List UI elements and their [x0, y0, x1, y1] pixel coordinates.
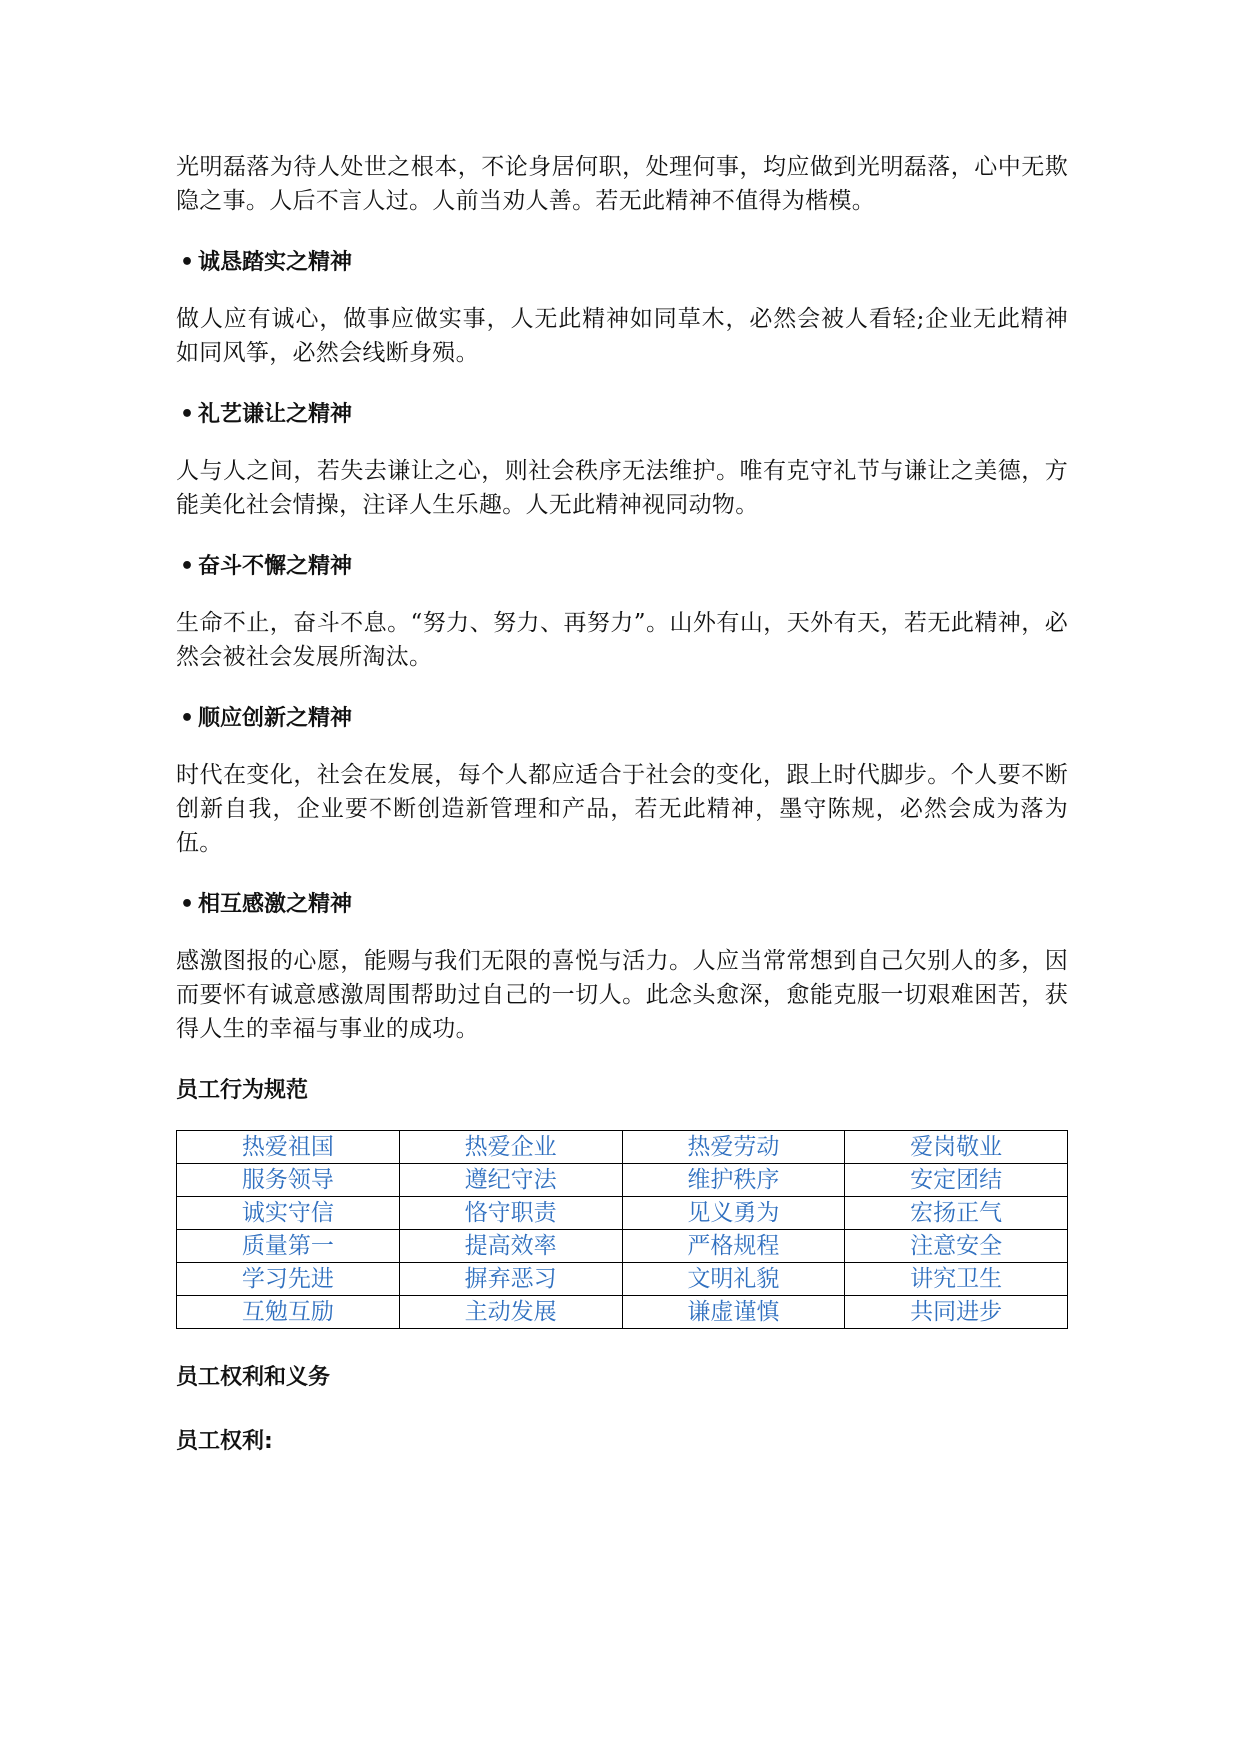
section-paragraph: 时代在变化，社会在发展，每个人都应适合于社会的变化，跟上时代脚步。个人要不断创新自我，企业要不断创造新管理和产品，若无此精神，墨守陈规，必然会成为落为伍。: [176, 762, 1068, 856]
table-cell: 谦虚谨慎: [622, 1296, 845, 1329]
document-content: [176, 150, 1068, 1457]
behavior-table: [176, 1130, 1068, 1329]
section-title: 奋斗不懈之精神: [198, 554, 353, 579]
table-cell: 注意安全: [845, 1230, 1068, 1263]
table-row: [177, 1131, 1068, 1164]
bullet-icon: •: [179, 250, 195, 275]
section-paragraph: 感激图报的心愿，能赐与我们无限的喜悦与活力。人应当常常想到自己欠别人的多，因而要怀有诚意感激周围帮助过自己的一切人。此念头愈深，愈能克服一切艰难困苦，获得人生的幸福与事业的成功。: [176, 948, 1068, 1042]
table-row: [177, 1296, 1068, 1329]
behavior-heading: 员工行为规范: [176, 1078, 309, 1103]
table-cell: 诚实守信: [177, 1197, 400, 1230]
section-heading-innovation: [176, 704, 1068, 734]
table-cell: 见义勇为: [622, 1197, 845, 1230]
section-paragraph: 人与人之间，若失去谦让之心，则社会秩序无法维护。唯有克守礼节与谦让之美德，方能美化社会情操，注译人生乐趣。人无此精神视同动物。: [176, 458, 1068, 518]
intro-paragraph: 光明磊落为待人处世之根本，不论身居何职，处理何事，均应做到光明磊落，心中无欺隐之事。人后不言人过。人前当劝人善。若无此精神不值得为楷模。: [176, 154, 1068, 214]
section-paragraph: 生命不止，奋斗不息。“努力、努力、再努力”。山外有山，天外有天，若无此精神，必然会被社会发展所淘汰。: [176, 610, 1068, 670]
table-cell: 摒弃恶习: [399, 1263, 622, 1296]
table-cell: 宏扬正气: [845, 1197, 1068, 1230]
table-cell: 严格规程: [622, 1230, 845, 1263]
section-paragraph: 做人应有诚心，做事应做实事，人无此精神如同草木，必然会被人看轻;企业无此精神如同风筝，必然会线断身殒。: [176, 306, 1068, 366]
bullet-icon: •: [179, 706, 195, 731]
table-cell: 热爱劳动: [622, 1131, 845, 1164]
bullet-icon: •: [179, 402, 195, 427]
table-cell: 安定团结: [845, 1164, 1068, 1197]
table-cell: 服务领导: [177, 1164, 400, 1197]
section-heading-sincerity: [176, 248, 1068, 278]
section-heading-striving: [176, 552, 1068, 582]
section-title: 相互感激之精神: [198, 892, 353, 917]
bullet-icon: •: [179, 554, 195, 579]
rights-heading: 员工权利:: [176, 1429, 273, 1454]
section-title: 礼艺谦让之精神: [198, 402, 353, 427]
table-row: [177, 1197, 1068, 1230]
table-cell: 恪守职责: [399, 1197, 622, 1230]
section-title: 诚恳踏实之精神: [198, 250, 353, 275]
table-cell: 共同进步: [845, 1296, 1068, 1329]
table-row: [177, 1263, 1068, 1296]
table-cell: 热爱企业: [399, 1131, 622, 1164]
table-cell: 学习先进: [177, 1263, 400, 1296]
table-row: [177, 1164, 1068, 1197]
section-title: 顺应创新之精神: [198, 706, 353, 731]
table-cell: 爱岗敬业: [845, 1131, 1068, 1164]
table-cell: 热爱祖国: [177, 1131, 400, 1164]
rights-duties-heading: 员工权利和义务: [176, 1365, 331, 1390]
table-cell: 遵纪守法: [399, 1164, 622, 1197]
table-cell: 质量第一: [177, 1230, 400, 1263]
table-cell: 维护秩序: [622, 1164, 845, 1197]
section-heading-courtesy: [176, 400, 1068, 430]
table-cell: 互勉互励: [177, 1296, 400, 1329]
table-row: [177, 1230, 1068, 1263]
table-cell: 文明礼貌: [622, 1263, 845, 1296]
table-cell: 主动发展: [399, 1296, 622, 1329]
table-cell: 讲究卫生: [845, 1263, 1068, 1296]
section-heading-gratitude: [176, 890, 1068, 920]
table-cell: 提高效率: [399, 1230, 622, 1263]
bullet-icon: •: [179, 892, 195, 917]
